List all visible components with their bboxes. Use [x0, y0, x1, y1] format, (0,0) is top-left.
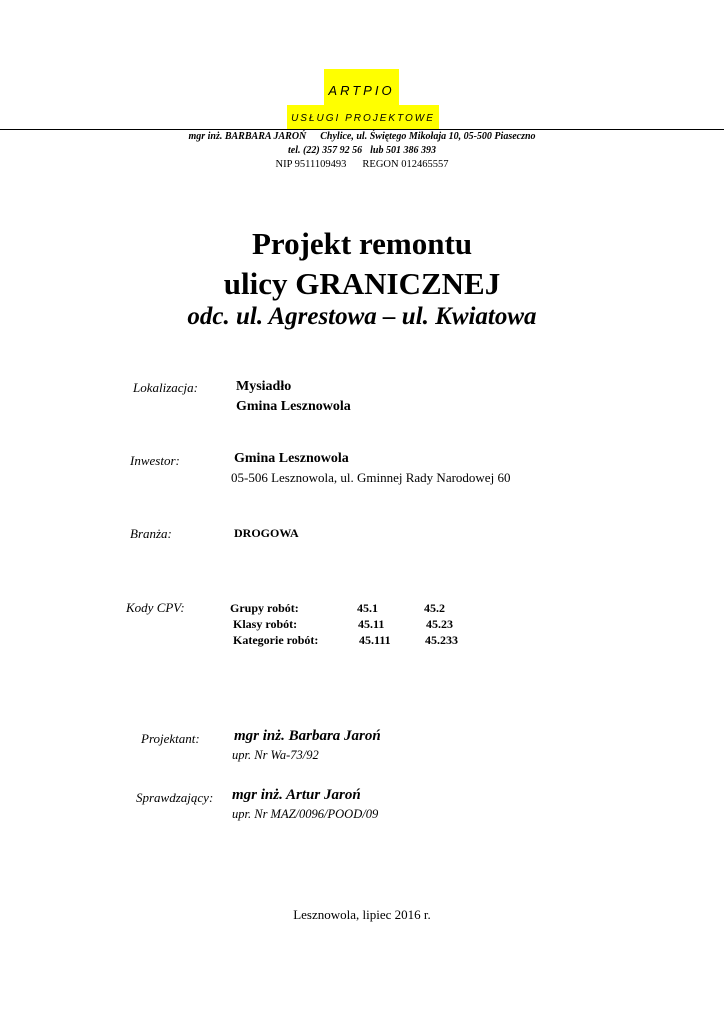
cpv-label: Kody CPV:	[126, 600, 185, 615]
branch-label: Branża:	[130, 526, 172, 541]
branch-value: DROGOWA	[234, 526, 299, 540]
header-phone-alt: lub 501 386 393	[370, 145, 436, 156]
header-nip: NIP 9511109493	[275, 159, 347, 170]
investor-name: Gmina Lesznowola	[234, 451, 349, 466]
location-label: Lokalizacja:	[133, 380, 198, 395]
header-author: mgr inż. BARBARA JAROŃ	[188, 131, 307, 142]
place-and-date: Lesznowola, lipiec 2016 r.	[293, 907, 431, 922]
investor-label: Inwestor:	[130, 453, 180, 468]
location-line1: Mysiadło	[236, 379, 292, 394]
cpv-row-code1: 45.11	[358, 617, 385, 631]
logo-name: ARTPIO	[328, 83, 395, 98]
checker-license: upr. Nr MAZ/0096/POOD/09	[232, 807, 379, 821]
cpv-row-code2: 45.23	[426, 617, 453, 631]
header-address: Chylice, ul. Świętego Mikołaja 10, 05-500 Piaseczno	[320, 131, 536, 142]
cpv-row-code2: 45.233	[425, 633, 458, 647]
header-phone: tel. (22) 357 92 56	[288, 145, 363, 156]
cpv-row-name: Kategorie robót:	[233, 633, 319, 647]
cpv-row-code1: 45.1	[357, 601, 378, 615]
header-regon: REGON 012465557	[362, 159, 449, 170]
designer-license: upr. Nr Wa-73/92	[232, 748, 319, 762]
document-title-line2: ulicy GRANICZNEJ	[223, 266, 501, 301]
cpv-row-code1: 45.111	[359, 633, 391, 647]
designer-label: Projektant:	[141, 731, 200, 746]
company-logo	[324, 69, 399, 105]
document-title-line1: Projekt remontu	[251, 226, 473, 261]
logo-tagline-box	[287, 105, 439, 129]
designer-name: mgr inż. Barbara Jaroń	[234, 728, 381, 744]
header-divider	[0, 129, 724, 130]
cpv-row-name: Klasy robót:	[233, 617, 298, 631]
header-phone-line	[0, 145, 724, 156]
investor-address: 05-506 Lesznowola, ul. Gminnej Rady Narodowej 60	[231, 470, 511, 485]
cpv-row-name: Grupy robót:	[230, 601, 299, 615]
header-ids-line	[0, 159, 724, 170]
checker-name: mgr inż. Artur Jaroń	[232, 787, 361, 803]
header-author-line	[0, 131, 724, 142]
location-line2: Gmina Lesznowola	[236, 399, 351, 414]
logo-tagline: USŁUGI PROJEKTOWE	[291, 113, 435, 124]
cpv-row-code2: 45.2	[424, 601, 445, 615]
checker-label: Sprawdzający:	[136, 790, 214, 805]
document-subtitle: odc. ul. Agrestowa – ul. Kwiatowa	[187, 303, 537, 330]
